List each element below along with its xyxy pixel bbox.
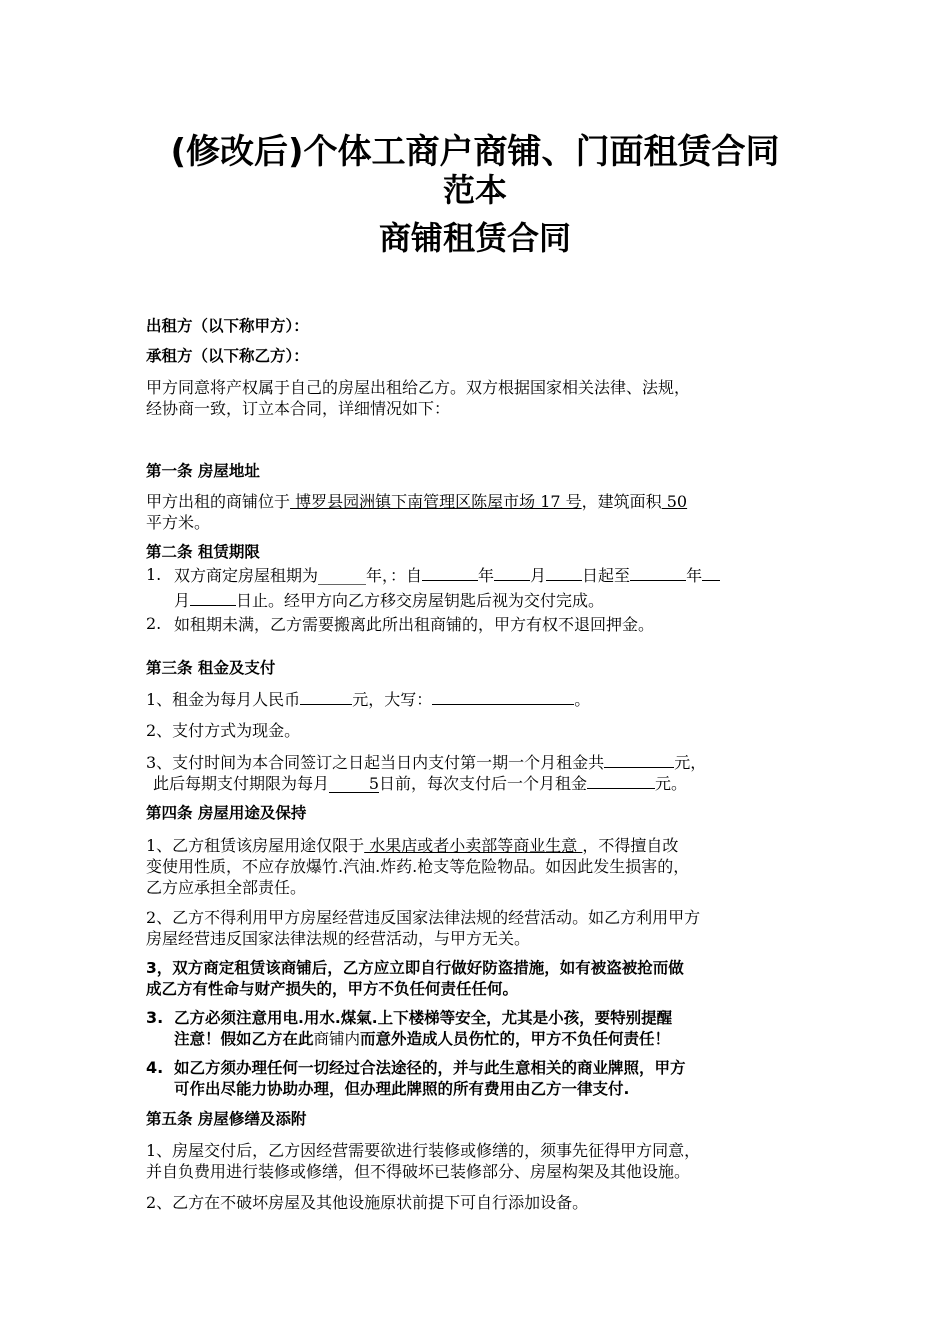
article-1-text-b: ，建筑面积	[581, 492, 662, 511]
month-label: 月	[530, 566, 547, 585]
article-3-item-3-line-2	[153, 773, 818, 794]
document-title: (修改后)个体工商户商铺、门面租赁合同	[170, 132, 780, 172]
lessor-label: 出租方（以下称甲方）：	[146, 317, 309, 335]
payment-day-text: 此后每期支付期限为每月	[153, 774, 330, 793]
end-month-label: 月	[174, 591, 191, 610]
article-4-para-5-line-1: 如乙方须办理任何一切经过合法途径的，并与此生意相关的商业牌照，甲方	[174, 1059, 686, 1077]
article-3-item-3-line-1	[146, 752, 811, 773]
monthly-rent-blank	[587, 788, 655, 789]
article-4-para-5-line-2: 可作出尽能力协助办理，但办理此牌照的所有费用由乙方一律支付.	[174, 1080, 630, 1098]
usage-text-b: ，不得擅自改	[582, 836, 679, 855]
first-payment-blank	[604, 767, 674, 768]
lease-term-text: 双方商定房屋租期为______年，：自	[174, 566, 423, 585]
end-day-text: 日止。经甲方向乙方移交房屋钥匙后视为交付完成。	[236, 591, 605, 610]
article-4-para-1-line-2: 变使用性质，不应存放爆竹.汽油.炸药.枪支等危险物品。如因此发生损害的，	[146, 857, 690, 876]
rent-amount-text: 1、租金为每月人民币	[146, 690, 301, 709]
article-4-para-1-line-3: 乙方应承担全部责任。	[146, 878, 307, 897]
article-4-para-1-line-1	[146, 835, 811, 856]
shop-address: 博罗县园洲镇下南管理区陈屋市场 17 号	[290, 492, 582, 511]
article-2-item-2: 如租期未满，乙方需要搬离此所出租商铺的，甲方有权不退回押金。	[174, 615, 655, 634]
permitted-use: 水果店或者小卖部等商业生意	[364, 836, 583, 855]
article-5-heading: 第五条 房屋修缮及添附	[146, 1110, 307, 1128]
start-to-label: 日起至	[582, 566, 631, 585]
start-year-blank	[422, 580, 478, 581]
monthly-rent-text: 日前，每次支付后一个月租金	[379, 774, 588, 793]
article-3-heading: 第三条 租金及支付	[146, 659, 276, 677]
article-2-number-2: 2.	[146, 614, 162, 633]
article-4-para-3-line-1: 3，双方商定租赁该商铺后，乙方应立即自行做好防盗措施，如有被盗被抢而做	[146, 959, 684, 977]
end-year-blank	[630, 580, 686, 581]
end-year-label: 年	[686, 566, 703, 585]
article-2-number-1: 1.	[146, 565, 162, 584]
start-day-blank	[546, 580, 582, 581]
article-5-para-1-line-1: 1、房屋交付后，乙方因经营需要欲进行装修或修缮的，须事先征得甲方同意，	[146, 1141, 701, 1160]
year-label: 年	[478, 566, 495, 585]
article-2-item-1-line-1	[174, 565, 839, 586]
rent-capital-blank	[432, 704, 574, 705]
article-4-number-4: 4.	[146, 1058, 164, 1077]
article-1-line-1	[146, 491, 811, 512]
first-payment-unit: 元，	[674, 753, 707, 772]
article-5-para-2: 2、乙方在不破坏房屋及其他设施原状前提下可自行添加设备。	[146, 1193, 589, 1212]
end-month-blank	[702, 580, 720, 581]
article-3-item-1	[146, 689, 811, 710]
monthly-rent-unit: 元。	[655, 774, 688, 793]
safety-text-a: 注意！假如乙方在此	[174, 1030, 314, 1048]
article-1-line-2: 平方米。	[146, 513, 211, 532]
document-title-continued: 范本	[442, 171, 507, 209]
article-1-text-a: 甲方出租的商铺位于	[146, 492, 291, 511]
first-payment-text: 3、支付时间为本合同签订之日起当日内支付第一期一个月租金共	[146, 753, 605, 772]
article-4-para-2-line-1: 2、乙方不得利用甲方房屋经营违反国家法律法规的经营活动。如乙方利用甲方	[146, 908, 701, 927]
rent-amount-blank	[300, 704, 352, 705]
rent-capital-label: 元，大写：	[352, 690, 433, 709]
start-month-blank	[494, 580, 530, 581]
article-4-number-3: 3.	[146, 1008, 164, 1027]
article-4-para-4-line-2	[174, 1029, 839, 1050]
lessee-label: 承租方（以下称乙方）：	[146, 347, 309, 365]
article-4-heading: 第四条 房屋用途及保持	[146, 804, 307, 822]
article-5-para-1-line-2: 并自负费用进行装修或修缮，但不得破坏已装修部分、房屋构架及其他设施。	[146, 1162, 691, 1181]
usage-text: 1、乙方租赁该房屋用途仅限于	[146, 836, 365, 855]
article-4-para-3-line-2: 成乙方有性命与财产损失的，甲方不负任何责任任何。	[146, 980, 519, 998]
article-4-para-2-line-2: 房屋经营违反国家法律法规的经营活动，与甲方无关。	[146, 929, 531, 948]
document-subtitle: 商铺租赁合同	[378, 219, 571, 257]
safety-text-c: 而意外造成人员伤忙的，甲方不负任何责任！	[360, 1030, 671, 1048]
article-3-item-2: 2、支付方式为现金。	[146, 721, 301, 740]
payment-day: 5	[329, 775, 379, 793]
intro-line-2: 经协商一致，订立本合同，详细情况如下：	[146, 399, 451, 418]
safety-text-b: 商铺内	[313, 1030, 361, 1048]
end-day-blank	[190, 605, 236, 606]
article-1-heading: 第一条 房屋地址	[146, 462, 260, 480]
rent-end-punct: 。	[574, 690, 591, 709]
article-2-heading: 第二条 租赁期限	[146, 543, 260, 561]
article-4-para-4-line-1: 乙方必须注意用电.用水.煤氣.上下楼梯等安全，尤其是小孩，要特别提醒	[174, 1009, 673, 1027]
article-2-item-1-line-2	[174, 590, 839, 611]
intro-line-1: 甲方同意将产权属于自己的房屋出租给乙方。双方根据国家相关法律、法规，	[146, 378, 691, 397]
floor-area: 50	[661, 492, 688, 511]
